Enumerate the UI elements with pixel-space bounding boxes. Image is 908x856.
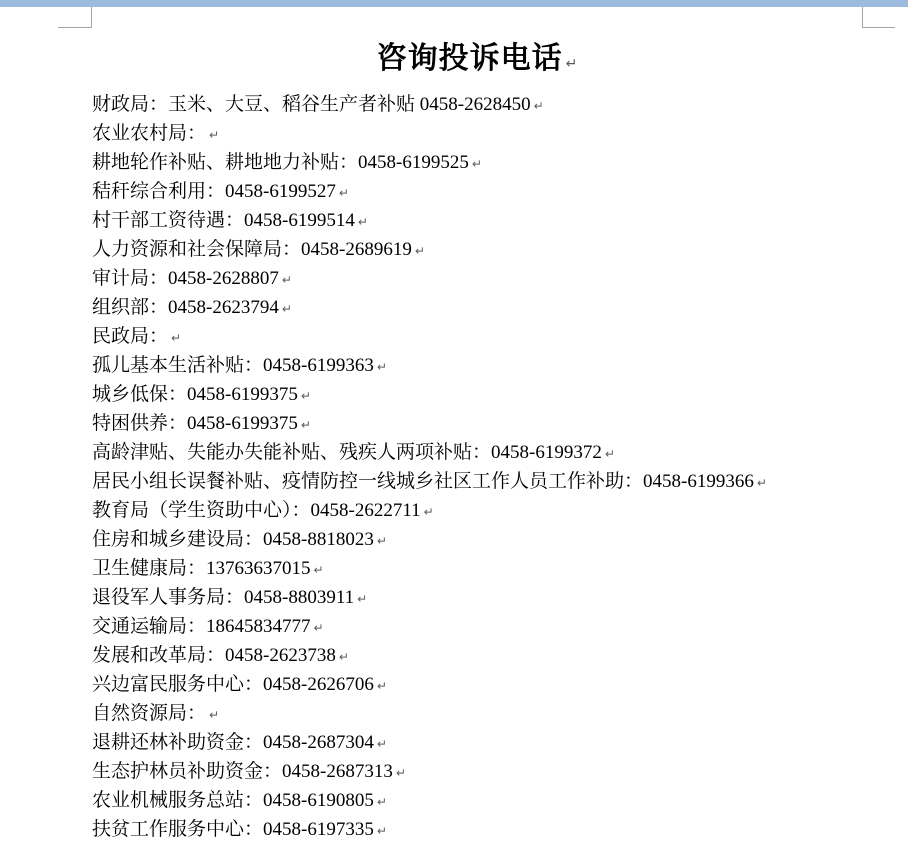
phone-entry-row[interactable]: [92, 235, 892, 264]
phone-entry-row[interactable]: [92, 467, 892, 496]
entry-phone: 0458-6199375: [187, 413, 298, 434]
paragraph-mark-icon: ↵: [357, 592, 368, 606]
entry-label: 住房和城乡建设局：: [92, 529, 264, 550]
entry-phone: 0458-6199375: [187, 384, 298, 405]
phone-entry-row[interactable]: [92, 322, 892, 351]
paragraph-mark-icon: ↵: [414, 244, 425, 258]
entry-label: 交通运输局：: [92, 616, 207, 637]
phone-entry-row[interactable]: [92, 148, 892, 177]
paragraph-mark-icon: ↵: [281, 302, 292, 316]
phone-entry-row[interactable]: [92, 612, 892, 641]
phone-entry-row[interactable]: [92, 496, 892, 525]
entry-label: 秸秆综合利用：: [92, 181, 226, 202]
phone-entry-row[interactable]: [92, 554, 892, 583]
entry-phone: 0458-8818023: [263, 529, 374, 550]
entry-label: 孤儿基本生活补贴：: [92, 355, 264, 376]
entry-label: 卫生健康局：: [92, 558, 207, 579]
entry-label: 组织部：: [92, 297, 169, 318]
entry-phone: 0458-2622711: [310, 500, 421, 521]
phone-entry-row[interactable]: [92, 293, 892, 322]
entry-label: 城乡低保：: [92, 384, 188, 405]
entry-phone: 13763637015: [206, 558, 311, 579]
phone-entry-row[interactable]: [92, 206, 892, 235]
phone-entry-row[interactable]: [92, 438, 892, 467]
phone-entry-row[interactable]: [92, 815, 892, 844]
paragraph-mark-icon: ↵: [171, 331, 182, 345]
phone-entry-row[interactable]: [92, 264, 892, 293]
page-gap-top: [0, 0, 908, 7]
text-boundary-mark-top-right-icon: [862, 7, 895, 28]
entry-phone: 0458-2628807: [168, 268, 279, 289]
phone-entry-row[interactable]: [92, 641, 892, 670]
entry-phone: 0458-6199363: [263, 355, 374, 376]
phone-entry-row[interactable]: [92, 119, 892, 148]
entry-label: 农业农村局：: [92, 123, 207, 144]
entry-label: 扶贫工作服务中心：: [92, 819, 264, 840]
title-line[interactable]: [92, 33, 862, 77]
entry-label: 特困供养：: [92, 413, 188, 434]
entry-label: 兴边富民服务中心：: [92, 674, 264, 695]
entry-phone: 0458-2687313: [282, 761, 393, 782]
phone-entry-row[interactable]: [92, 380, 892, 409]
paragraph-mark-icon: ↵: [281, 273, 292, 287]
entry-label: 村干部工资待遇：: [92, 210, 245, 231]
phone-entries-list: [92, 90, 892, 844]
entry-label: 审计局：: [92, 268, 169, 289]
entry-phone: 18645834777: [206, 616, 311, 637]
entry-phone: 0458-2623794: [168, 297, 279, 318]
paragraph-mark-icon: ↵: [300, 418, 311, 432]
paragraph-mark-icon: ↵: [300, 389, 311, 403]
phone-entry-row[interactable]: [92, 90, 892, 119]
paragraph-mark-icon: ↵: [357, 215, 368, 229]
entry-label: 教育局（学生资助中心）：: [92, 500, 311, 521]
phone-entry-row[interactable]: [92, 699, 892, 728]
phone-entry-row[interactable]: [92, 583, 892, 612]
phone-entry-row[interactable]: [92, 757, 892, 786]
entry-phone: 0458-6199514: [244, 210, 355, 231]
text-boundary-mark-top-left-icon: [58, 7, 92, 28]
phone-entry-row[interactable]: [92, 525, 892, 554]
paragraph-mark-icon: ↵: [313, 563, 324, 577]
entry-phone: 0458-2628450: [419, 94, 531, 115]
paragraph-mark-icon: ↵: [423, 505, 434, 519]
paragraph-mark-icon: ↵: [338, 186, 349, 200]
paragraph-mark-icon: ↵: [533, 99, 544, 113]
paragraph-mark-icon: ↵: [209, 708, 220, 722]
entry-label: 财政局：玉米、大豆、稻谷生产者补贴: [92, 94, 420, 115]
entry-label: 自然资源局：: [92, 703, 207, 724]
entry-label: 民政局：: [92, 326, 169, 347]
paragraph-mark-icon: ↵: [338, 650, 349, 664]
entry-label: 生态护林员补助资金：: [92, 761, 283, 782]
entry-label: 农业机械服务总站：: [92, 790, 264, 811]
entry-phone: 0458-2687304: [263, 732, 374, 753]
phone-entry-row[interactable]: [92, 728, 892, 757]
entry-label: 退耕还林补助资金：: [92, 732, 264, 753]
entry-label: 人力资源和社会保障局：: [92, 239, 302, 260]
entry-phone: 0458-6199525: [358, 152, 469, 173]
paragraph-mark-icon: ↵: [313, 621, 324, 635]
entry-phone: 0458-2623738: [225, 645, 336, 666]
document-title: 咨询投诉电话: [376, 42, 563, 75]
phone-entry-row[interactable]: [92, 670, 892, 699]
entry-phone: 0458-2689619: [301, 239, 412, 260]
entry-phone: 0458-6190805: [263, 790, 374, 811]
paragraph-mark-icon: ↵: [395, 766, 406, 780]
paragraph-mark-icon: ↵: [604, 447, 615, 461]
paragraph-mark-icon: ↵: [376, 795, 387, 809]
paragraph-mark-icon: ↵: [565, 56, 578, 72]
entry-phone: 0458-6197335: [263, 819, 374, 840]
paragraph-mark-icon: ↵: [376, 360, 387, 374]
entry-label: 发展和改革局：: [92, 645, 226, 666]
entry-phone: 0458-6199372: [491, 442, 602, 463]
entry-label: 高龄津贴、失能办失能补贴、残疾人两项补贴：: [92, 442, 492, 463]
paragraph-mark-icon: ↵: [376, 679, 387, 693]
entry-label: 退役军人事务局：: [92, 587, 245, 608]
entry-phone: 0458-2626706: [263, 674, 374, 695]
phone-entry-row[interactable]: [92, 177, 892, 206]
entry-phone: 0458-6199527: [225, 181, 336, 202]
paragraph-mark-icon: ↵: [756, 476, 767, 490]
paragraph-mark-icon: ↵: [376, 737, 387, 751]
entry-phone: 0458-6199366: [643, 471, 754, 492]
phone-entry-row[interactable]: [92, 786, 892, 815]
entry-label: 居民小组长误餐补贴、疫情防控一线城乡社区工作人员工作补助：: [92, 471, 644, 492]
paragraph-mark-icon: ↵: [376, 824, 387, 838]
phone-entry-row[interactable]: [92, 351, 892, 380]
entry-phone: 0458-8803911: [244, 587, 355, 608]
paragraph-mark-icon: ↵: [376, 534, 387, 548]
phone-entry-row[interactable]: [92, 409, 892, 438]
paragraph-mark-icon: ↵: [209, 128, 220, 142]
entry-label: 耕地轮作补贴、耕地地力补贴：: [92, 152, 359, 173]
paragraph-mark-icon: ↵: [471, 157, 482, 171]
